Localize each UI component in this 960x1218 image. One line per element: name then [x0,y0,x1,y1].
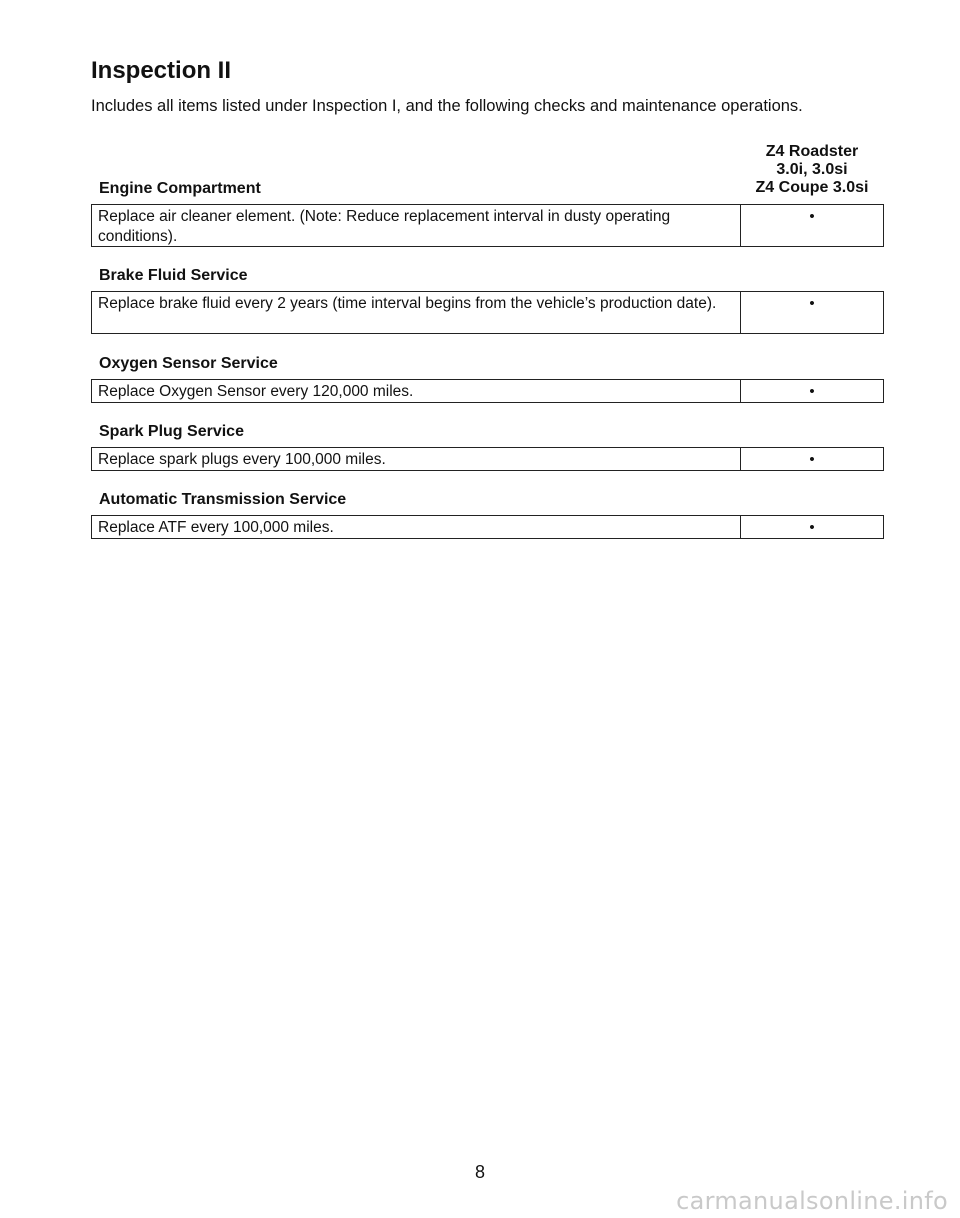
table-row [91,447,884,471]
watermark: carmanualsonline.info [676,1187,948,1215]
section-label-brake-fluid: Brake Fluid Service [99,267,248,284]
table-row [91,204,884,247]
section-label-automatic-transmission: Automatic Transmission Service [99,491,347,508]
model-line-3: Z4 Coupe 3.0si [755,179,869,196]
column-header-models [740,143,884,197]
row-description: Replace ATF every 100,000 miles. [92,516,741,538]
applies-bullet: • [809,295,815,312]
table-row [91,379,884,403]
table-row [91,515,884,539]
applies-bullet: • [809,519,815,536]
applies-bullet: • [809,383,815,400]
model-line-1: Z4 Roadster [765,143,859,160]
intro-text: Includes all items listed under Inspection I, and the following checks and maintenance operations. [91,97,803,115]
model-line-2: 3.0i, 3.0si [776,161,848,178]
applies-bullet: • [809,451,815,468]
row-description: Replace Oxygen Sensor every 120,000 miles. [92,380,741,402]
applies-bullet: • [809,208,815,225]
section-label-oxygen-sensor: Oxygen Sensor Service [99,355,278,372]
page-number: 8 [474,1162,485,1182]
column-header-engine-compartment: Engine Compartment [99,180,261,197]
page-title: Inspection II [91,57,232,84]
row-description: Replace brake fluid every 2 years (time interval begins from the vehicle’s production date). [92,292,741,333]
row-description: Replace spark plugs every 100,000 miles. [92,448,741,470]
section-label-spark-plug: Spark Plug Service [99,423,244,440]
row-description: Replace air cleaner element. (Note: Reduce replacement interval in dusty operating conditions). [92,205,741,246]
table-row [91,291,884,334]
